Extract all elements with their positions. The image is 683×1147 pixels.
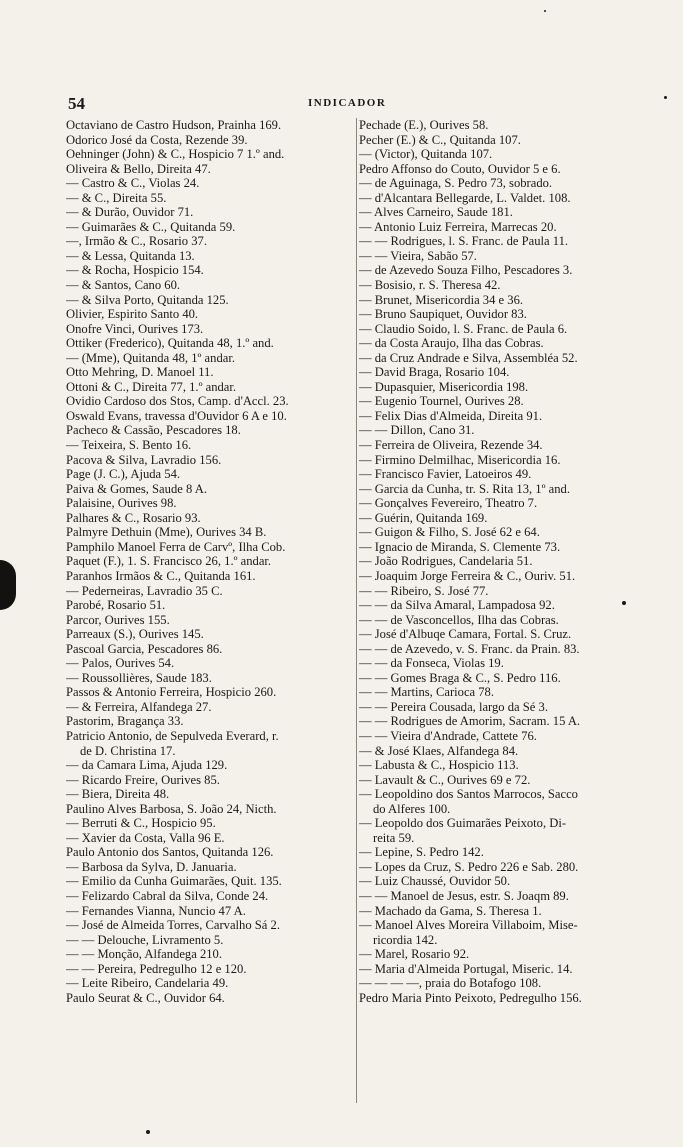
directory-entry: — Garcia da Cunha, tr. S. Rita 13, 1º and.: [359, 481, 570, 496]
directory-entry: — Biera, Direita 48.: [66, 787, 170, 802]
directory-entry: Pastorim, Bragança 33.: [66, 714, 184, 729]
directory-entry: — da Cruz Andrade e Silva, Assembléa 52.: [359, 350, 578, 365]
directory-entry: — — de Azevedo, v. S. Franc. da Prain. 83.: [359, 641, 580, 656]
directory-entry: — Firmino Delmilhac, Misericordia 16.: [359, 452, 561, 467]
directory-entry: ricordia 142.: [373, 932, 438, 947]
directory-entry: Page (J. C.), Ajuda 54.: [66, 467, 181, 482]
directory-entry: Parreaux (S.), Ourives 145.: [66, 627, 204, 642]
directory-entry: — (Victor), Quitanda 107.: [359, 147, 493, 162]
directory-entry: Paulo Antonio dos Santos, Quitanda 126.: [66, 845, 274, 860]
directory-entry: — Pederneiras, Lavradio 35 C.: [66, 583, 223, 598]
directory-entry: — Bruno Saupiquet, Ouvidor 83.: [359, 307, 527, 322]
ink-spot: [146, 1130, 150, 1134]
page-number: 54: [68, 94, 85, 113]
left-column: [66, 118, 356, 1005]
directory-entry: — — Rodrigues, l. S. Franc. de Paula 11.: [359, 234, 569, 249]
directory-entry: Pamphilo Manoel Ferra de Carvº, Ilha Cob.: [66, 539, 286, 554]
directory-entry: — Lopes da Cruz, S. Pedro 226 e Sab. 280.: [359, 859, 579, 874]
directory-entry: — — de Vasconcellos, Ilha das Cobras.: [359, 612, 559, 627]
directory-entry: — & Silva Porto, Quitanda 125.: [66, 292, 229, 307]
binding-shadow: [0, 560, 16, 610]
directory-entry: Patricio Antonio, de Sepulveda Everard, r.: [66, 728, 279, 743]
directory-entry: — — Martins, Carioca 78.: [359, 685, 495, 700]
directory-entry: — — — —, praia do Botafogo 108.: [359, 976, 542, 991]
directory-entry: — Ferreira de Oliveira, Rezende 34.: [359, 438, 543, 453]
directory-entry: — — da Fonseca, Violas 19.: [359, 656, 504, 671]
directory-entry: — — Vieira d'Andrade, Cattete 76.: [359, 728, 537, 743]
directory-entry: — da Camara Lima, Ajuda 129.: [66, 758, 228, 773]
directory-entry: Parcor, Ourives 155.: [66, 612, 170, 627]
directory-entry: — & Ferreira, Alfandega 27.: [66, 699, 212, 714]
directory-entry: — Felizardo Cabral da Silva, Conde 24.: [66, 888, 269, 903]
directory-entry: — — Rodrigues de Amorim, Sacram. 15 A.: [359, 714, 581, 729]
right-column: [356, 118, 659, 1103]
directory-entry: — Joaquim Jorge Ferreira & C., Ouriv. 51.: [359, 568, 576, 583]
directory-entry: Octaviano de Castro Hudson, Prainha 169.: [66, 118, 282, 132]
directory-entry: — da Costa Araujo, Ilha das Cobras.: [359, 336, 544, 351]
directory-entry: — Maria d'Almeida Portugal, Miseric. 14.: [359, 961, 573, 976]
directory-entry: — Antonio Luiz Ferreira, Marrecas 20.: [359, 219, 557, 234]
directory-entry: do Alferes 100.: [373, 801, 451, 816]
directory-entry: — Manoel Alves Moreira Villaboim, Mise-: [359, 918, 578, 933]
ink-spot: [622, 601, 626, 605]
directory-entry: — Ignacio de Miranda, S. Clemente 73.: [359, 539, 561, 554]
directory-entry: — — Ribeiro, S. José 77.: [359, 583, 489, 598]
directory-entry: — — Vieira, Sabão 57.: [359, 248, 477, 263]
directory-entry: Pecher (E.) & C., Quitanda 107.: [359, 132, 521, 147]
directory-entry: Pascoal Garcia, Pescadores 86.: [66, 641, 223, 656]
directory-entry: — — Pereira, Pedregulho 12 e 120.: [66, 961, 247, 976]
directory-entry: Paranhos Irmãos & C., Quitanda 161.: [66, 568, 256, 583]
directory-entry: — Guigon & Filho, S. José 62 e 64.: [359, 525, 540, 540]
directory-entry: — Dupasquier, Misericordia 198.: [359, 379, 529, 394]
directory-entry: — Fernandes Vianna, Nuncio 47 A.: [66, 903, 246, 918]
directory-entry: Oliveira & Bello, Direita 47.: [66, 161, 211, 176]
directory-entry: — Eugenio Tournel, Ourives 28.: [359, 394, 524, 409]
directory-entry: Pedro Maria Pinto Peixoto, Pedregulho 156.: [359, 990, 582, 1005]
directory-entry: Pacova & Silva, Lavradio 156.: [66, 452, 222, 467]
directory-entry: Olivier, Espirito Santo 40.: [66, 307, 199, 322]
directory-entry: —, Irmão & C., Rosario 37.: [66, 234, 207, 249]
directory-entry: — Lavault & C., Ourives 69 e 72.: [359, 772, 531, 787]
directory-entry: Pechade (E.), Ourives 58.: [359, 118, 489, 132]
directory-entry: — — Dillon, Cano 31.: [359, 423, 475, 438]
directory-entry: — Emilio da Cunha Guimarães, Quit. 135.: [66, 874, 282, 889]
directory-entry: de D. Christina 17.: [80, 743, 176, 758]
directory-entry: — — Gomes Braga & C., S. Pedro 116.: [359, 670, 561, 685]
directory-entry: Ovidio Cardoso dos Stos, Camp. d'Accl. 23.: [66, 394, 289, 409]
page-header: [68, 94, 648, 112]
directory-entry: — Castro & C., Violas 24.: [66, 176, 200, 191]
directory-entry: Pedro Affonso do Couto, Ouvidor 5 e 6.: [359, 161, 561, 176]
directory-entry: — Palos, Ourives 54.: [66, 656, 175, 671]
directory-entry: — & Santos, Cano 60.: [66, 278, 181, 293]
directory-entry: — — Monção, Alfandega 210.: [66, 947, 222, 962]
directory-entry: — Ricardo Freire, Ourives 85.: [66, 772, 220, 787]
directory-entry: — João Rodrigues, Candelaria 51.: [359, 554, 533, 569]
directory-entry: — (Mme), Quitanda 48, 1º andar.: [66, 350, 235, 365]
directory-entry: Parobé, Rosario 51.: [66, 598, 166, 613]
directory-entry: — d'Alcantara Bellegarde, L. Valdet. 108.: [359, 190, 571, 205]
directory-entry: — — da Silva Amaral, Lampadosa 92.: [359, 598, 555, 613]
directory-entry: — Leopoldo dos Guimarães Peixoto, Di-: [359, 816, 567, 831]
directory-entry: — — Pereira Cousada, largo da Sé 3.: [359, 699, 548, 714]
ink-spot: [544, 10, 546, 12]
directory-entry: — Guimarães & C., Quitanda 59.: [66, 219, 236, 234]
directory-entry: — de Aguinaga, S. Pedro 73, sobrado.: [359, 176, 553, 191]
directory-entry: — Leite Ribeiro, Candelaria 49.: [66, 976, 229, 991]
running-title: INDICADOR: [308, 97, 387, 109]
directory-entry: — — Delouche, Livramento 5.: [66, 932, 224, 947]
directory-entry: — Brunet, Misericordia 34 e 36.: [359, 292, 524, 307]
directory-entry: Paiva & Gomes, Saude 8 A.: [66, 481, 207, 496]
directory-entry: Ottoni & C., Direita 77, 1.º andar.: [66, 379, 237, 394]
directory-entry: Oswald Evans, travessa d'Ouvidor 6 A e 10.: [66, 408, 287, 423]
directory-entry: — Leopoldino dos Santos Marrocos, Sacco: [359, 787, 578, 802]
directory-entry: Paquet (F.), 1. S. Francisco 26, 1.º andar.: [66, 554, 272, 569]
directory-entry: — & Rocha, Hospicio 154.: [66, 263, 204, 278]
directory-entry: — Alves Carneiro, Saude 181.: [359, 205, 513, 220]
directory-entry: — Gonçalves Fevereiro, Theatro 7.: [359, 496, 538, 511]
directory-entry: Pacheco & Cassão, Pescadores 18.: [66, 423, 241, 438]
directory-entry: — Francisco Favier, Latoeiros 49.: [359, 467, 532, 482]
directory-entry: — Lepine, S. Pedro 142.: [359, 845, 484, 860]
directory-entry: — Labusta & C., Hospicio 113.: [359, 758, 519, 773]
directory-entry: Onofre Vinci, Ourives 173.: [66, 321, 204, 336]
directory-entry: — de Azevedo Souza Filho, Pescadores 3.: [359, 263, 573, 278]
directory-entry: Otto Mehring, D. Manoel 11.: [66, 365, 214, 380]
directory-entry: — Claudio Soido, l. S. Franc. de Paula 6.: [359, 321, 568, 336]
directory-entry: — & Lessa, Quitanda 13.: [66, 248, 195, 263]
directory-entry: — Barbosa da Sylva, D. Januaria.: [66, 859, 237, 874]
directory-entry: reita 59.: [373, 830, 415, 845]
directory-entry: Paulino Alves Barbosa, S. João 24, Nicth.: [66, 801, 277, 816]
directory-entry: Paulo Seurat & C., Ouvidor 64.: [66, 990, 225, 1005]
directory-entry: — Marel, Rosario 92.: [359, 947, 470, 962]
directory-entry: Odorico José da Costa, Rezende 39.: [66, 132, 248, 147]
directory-entry: Palmyre Dethuin (Mme), Ourives 34 B.: [66, 525, 267, 540]
directory-entry: — & C., Direita 55.: [66, 190, 167, 205]
directory-entry: — Berruti & C., Hospicio 95.: [66, 816, 216, 831]
directory-entry: Palaisine, Ourives 98.: [66, 496, 177, 511]
directory-entry: — Bosisio, r. S. Theresa 42.: [359, 278, 501, 293]
directory-entry: Ottiker (Frederico), Quitanda 48, 1.º and.: [66, 336, 274, 351]
directory-entry: — Roussollières, Saude 183.: [66, 670, 212, 685]
directory-entry: — David Braga, Rosario 104.: [359, 365, 510, 380]
ink-spot: [664, 96, 667, 99]
directory-entry: — Felix Dias d'Almeida, Direita 91.: [359, 408, 543, 423]
directory-entry: Passos & Antonio Ferreira, Hospicio 260.: [66, 685, 277, 700]
directory-entry: — Machado da Gama, S. Theresa 1.: [359, 903, 542, 918]
directory-entry: Oehninger (John) & C., Hospicio 7 1.º and.: [66, 147, 285, 162]
directory-entry: — José de Almeida Torres, Carvalho Sá 2.: [66, 918, 280, 933]
directory-entry: — & José Klaes, Alfandega 84.: [359, 743, 519, 758]
directory-entry: — Luiz Chaussé, Ouvidor 50.: [359, 874, 511, 889]
directory-entry: — Xavier da Costa, Valla 96 E.: [66, 830, 225, 845]
directory-entry: — & Durão, Ouvidor 71.: [66, 205, 194, 220]
directory-entry: — José d'Albuqe Camara, Fortal. S. Cruz.: [359, 627, 572, 642]
directory-entry: Palhares & C., Rosario 93.: [66, 510, 201, 525]
directory-entry: — Guérin, Quitanda 169.: [359, 510, 488, 525]
directory-entry: — — Manoel de Jesus, estr. S. Joaqm 89.: [359, 888, 569, 903]
directory-entry: — Teixeira, S. Bento 16.: [66, 438, 192, 453]
